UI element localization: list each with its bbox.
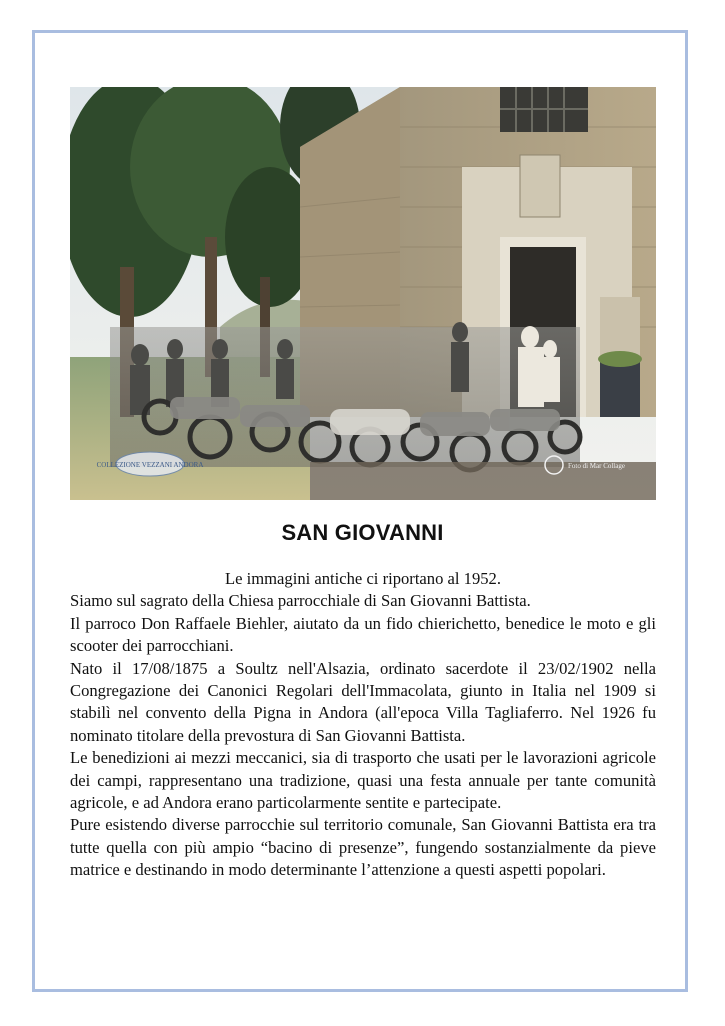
paragraph: Siamo sul sagrato della Chiesa parrocchiale di San Giovanni Battista. [70, 591, 531, 611]
watermark-left: COLLEZIONE VEZZANI ANDORA [96, 461, 204, 469]
page-title: SAN GIOVANNI [281, 520, 444, 545]
article-body [70, 568, 656, 882]
paragraph: Nato il 17/08/1875 a Soultz nell'Alsazia, ordinato sacerdote il 23/02/1902 nella Congregazione dei Canonici Regolari dell'Immacolata, giunto in Italia nel 1909 si stabilì nel convento della Pigna in Andora (all'epoca Villa Tagliaferro. Nel 1926 fu nominato titolare della prevostura di San Giovanni Battista. [70, 658, 656, 745]
paragraph: Le immagini antiche ci riportano al 1952. [224, 569, 502, 588]
watermark-right: Foto di Mar Collage [568, 462, 625, 470]
paragraph: Pure esistendo diverse parrocchie sul territorio comunale, San Giovanni Battista era tra tutte quella con più ampio “bacino di presenze”, fungendo sostanzialmente da pieve matrice e destinando in modo determinante l’attenzione a questi aspetti popolari. [70, 815, 656, 880]
paragraph: Il parroco Don Raffaele Biehler, aiutato da un fido chierichetto, benedice le moto e gli scooter dei parrocchiani. [70, 613, 656, 656]
paragraph: Le benedizioni ai mezzi meccanici, sia di trasporto che usati per le lavorazioni agricole dei campi, rappresentano una tradizione, quasi una festa annuale per tante comunità agricole, e ad Andora erano particolarmente sentite e partecipate. [70, 748, 656, 813]
church-photo [70, 87, 656, 500]
